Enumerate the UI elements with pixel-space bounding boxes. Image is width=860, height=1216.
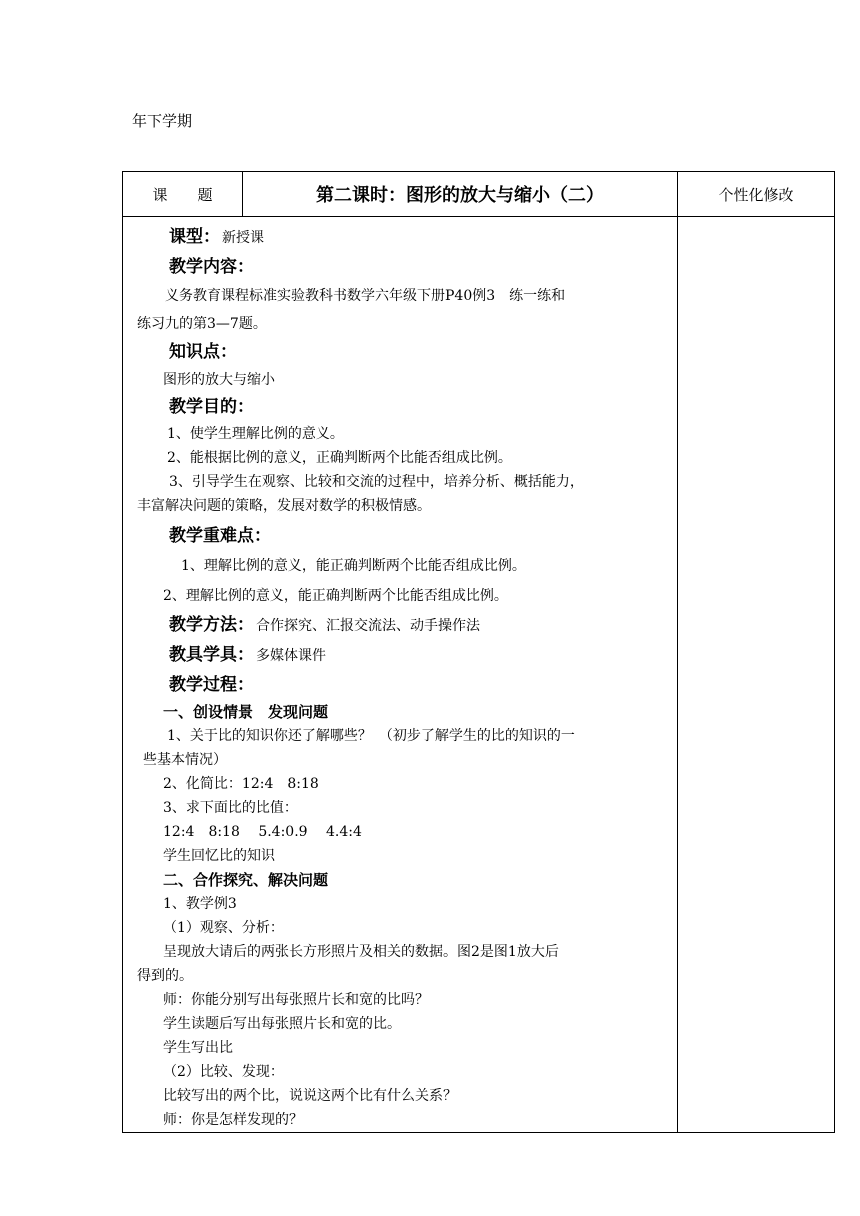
process-heading: 教学过程：	[169, 675, 254, 695]
s2-line-5: 学生读题后写出每张照片长和宽的比。	[163, 1016, 401, 1032]
s2-line-6: 学生写出比	[163, 1040, 233, 1056]
content-row	[123, 217, 835, 1133]
content-text-2: 练习九的第3—7题。	[137, 316, 267, 332]
s2-line-1: 1、教学例3	[163, 896, 237, 912]
modify-header: 个性化修改	[678, 172, 835, 217]
s2-line-2: （1）观察、分析：	[163, 920, 284, 936]
key-1: 1、理解比例的意义，能正确判断两个比能否组成比例。	[181, 558, 526, 574]
s1-line-4: 12:4 8:18 5.4:0.9 4.4:4	[163, 824, 362, 840]
content-cell	[123, 217, 678, 1133]
content-text-1: 义务教育课程标准实验教科书数学六年级下册P40例3 练一练和	[165, 288, 566, 304]
title-row	[123, 172, 835, 217]
s2-line-7: （2）比较、发现：	[163, 1064, 284, 1080]
lesson-title: 第二课时：图形的放大与缩小（二）	[243, 172, 678, 217]
content-heading: 教学内容：	[169, 257, 254, 277]
s1-line-5: 学生回忆比的知识	[163, 848, 275, 864]
goal-1: 1、使学生理解比例的意义。	[167, 426, 344, 442]
goals-heading: 教学目的：	[169, 397, 254, 417]
goal-3a: 3、引导学生在观察、比较和交流的过程中，培养分析、概括能力，	[169, 474, 584, 490]
lesson-plan-table	[122, 171, 835, 1133]
section-1-title: 一、创设情景 发现问题	[163, 703, 329, 721]
s2-line-3a: 呈现放大请后的两张长方形照片及相关的数据。图2是图1放大后	[163, 944, 559, 960]
type-value: 新授课	[222, 230, 264, 246]
knowledge-text: 图形的放大与缩小	[163, 372, 275, 388]
s2-line-3b: 得到的。	[137, 968, 193, 984]
s1-line-3: 3、求下面比的比值：	[163, 800, 298, 816]
method-heading: 教学方法： 合作探究、汇报交流法、动手操作法	[169, 615, 480, 635]
topic-label: 课 题	[123, 172, 243, 217]
tools-heading: 教具学具： 多媒体课件	[169, 645, 326, 665]
modify-cell	[678, 217, 835, 1133]
s2-line-9: 师：你是怎样发现的？	[163, 1112, 303, 1128]
header-text: 年下学期	[132, 112, 193, 130]
tools-value: 多媒体课件	[256, 648, 326, 664]
section-2-title: 二、合作探究、解决问题	[163, 871, 329, 889]
knowledge-heading: 知识点：	[169, 342, 237, 362]
goal-3b: 丰富解决问题的策略，发展对数学的积极情感。	[137, 498, 431, 514]
s1-line-1b: 些基本情况）	[143, 752, 227, 768]
method-value: 合作探究、汇报交流法、动手操作法	[256, 618, 480, 634]
s2-line-8: 比较写出的两个比，说说这两个比有什么关系？	[163, 1088, 457, 1104]
s1-line-1a: 1、关于比的知识你还了解哪些？ （初步了解学生的比的知识的一	[167, 728, 575, 744]
s1-line-2: 2、化简比：12:4 8:18	[163, 776, 319, 792]
key-heading: 教学重难点：	[169, 526, 271, 546]
goal-2: 2、能根据比例的意义，正确判断两个比能否组成比例。	[167, 450, 512, 466]
type-heading: 课型： 新授课	[169, 227, 264, 247]
key-2: 2、理解比例的意义，能正确判断两个比能否组成比例。	[163, 588, 508, 604]
s2-line-4: 师：你能分别写出每张照片长和宽的比吗？	[163, 992, 429, 1008]
